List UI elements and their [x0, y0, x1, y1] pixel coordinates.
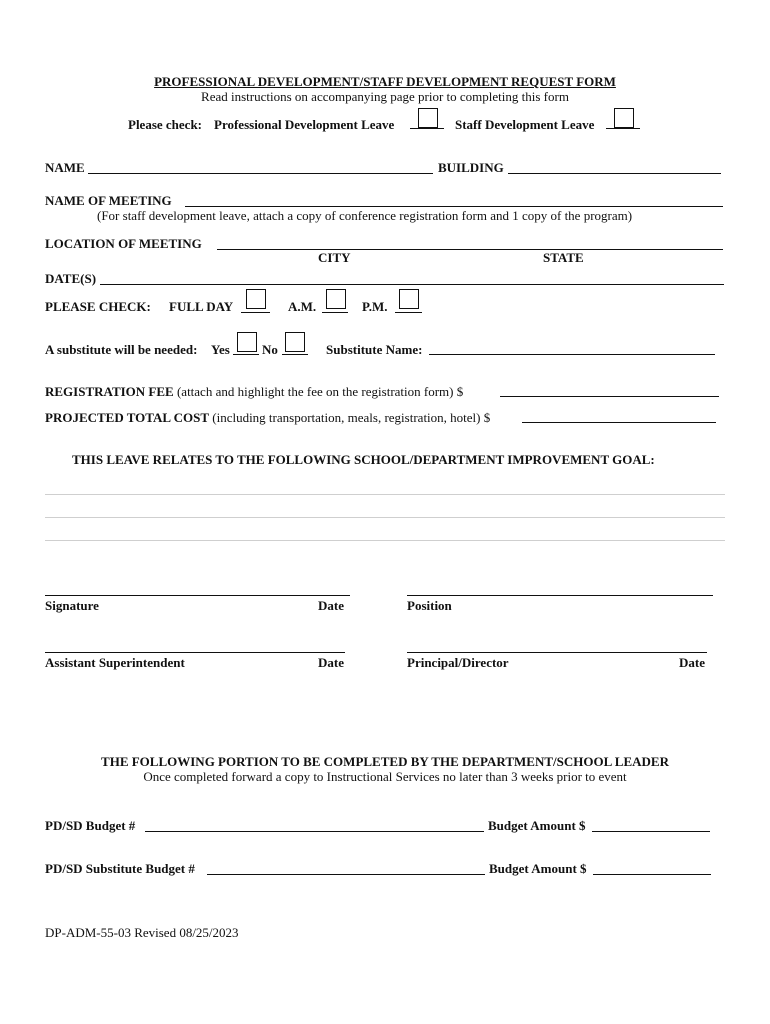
- pd-budget-label: PD/SD Budget #: [45, 818, 136, 833]
- principal-date-label: Date: [679, 655, 705, 670]
- substitute-name-label: Substitute Name:: [326, 342, 423, 357]
- signature-date-label: Date: [318, 598, 344, 613]
- no-checkbox[interactable]: [285, 332, 305, 352]
- asst-super-line[interactable]: [45, 652, 345, 653]
- please-check-label: Please check:: [128, 117, 203, 132]
- dates-label: DATE(S): [45, 271, 97, 286]
- position-line[interactable]: [407, 595, 713, 596]
- form-instructions: Read instructions on accompanying page prior to completing this form: [201, 89, 569, 104]
- please-check-time-label: PLEASE CHECK:: [45, 299, 151, 314]
- signature-line[interactable]: [45, 595, 350, 596]
- registration-fee-field[interactable]: [500, 396, 719, 397]
- pd-leave-underline: [410, 128, 444, 129]
- registration-fee-label: REGISTRATION FEE: [45, 384, 174, 399]
- leader-note: Once completed forward a copy to Instructional Services no later than 3 weeks prior to event: [143, 769, 627, 784]
- pm-checkbox[interactable]: [399, 289, 419, 309]
- yes-underline: [233, 354, 259, 355]
- sub-budget-field[interactable]: [207, 874, 485, 875]
- pm-underline: [395, 312, 422, 313]
- yes-checkbox[interactable]: [237, 332, 257, 352]
- location-label: LOCATION OF MEETING: [45, 236, 202, 251]
- goal-line-2[interactable]: [45, 517, 725, 518]
- state-label: STATE: [543, 250, 584, 265]
- budget-amount2-label: Budget Amount $: [489, 861, 587, 876]
- projected-cost-field[interactable]: [522, 422, 716, 423]
- pm-label: P.M.: [362, 299, 388, 314]
- leader-heading: THE FOLLOWING PORTION TO BE COMPLETED BY THE DEPARTMENT/SCHOOL LEADER: [101, 754, 669, 769]
- goal-heading: THIS LEAVE RELATES TO THE FOLLOWING SCHOOL/DEPARTMENT IMPROVEMENT GOAL:: [72, 452, 655, 467]
- meeting-name-field[interactable]: [185, 206, 723, 207]
- signature-label: Signature: [45, 598, 99, 613]
- building-field[interactable]: [508, 173, 721, 174]
- budget-amount-field[interactable]: [592, 831, 710, 832]
- am-label: A.M.: [288, 299, 317, 314]
- sub-budget-label: PD/SD Substitute Budget #: [45, 861, 195, 876]
- am-underline: [322, 312, 348, 313]
- yes-label: Yes: [211, 342, 230, 357]
- name-field[interactable]: [88, 173, 433, 174]
- dates-field[interactable]: [100, 284, 724, 285]
- full-day-underline: [241, 312, 270, 313]
- principal-label: Principal/Director: [407, 655, 509, 670]
- registration-fee-note: (attach and highlight the fee on the registration form) $: [176, 384, 464, 399]
- sd-leave-underline: [606, 128, 640, 129]
- location-field[interactable]: [217, 249, 723, 250]
- sd-leave-checkbox[interactable]: [614, 108, 634, 128]
- no-label: No: [262, 342, 278, 357]
- form-id: DP-ADM-55-03 Revised 08/25/2023: [45, 925, 239, 940]
- goal-line-3[interactable]: [45, 540, 725, 541]
- meeting-name-label: NAME OF MEETING: [45, 193, 172, 208]
- form-title: PROFESSIONAL DEVELOPMENT/STAFF DEVELOPMENT REQUEST FORM: [154, 74, 616, 89]
- pd-leave-checkbox[interactable]: [418, 108, 438, 128]
- projected-cost-label: PROJECTED TOTAL COST: [45, 410, 209, 425]
- principal-line[interactable]: [407, 652, 707, 653]
- asst-super-date-label: Date: [318, 655, 344, 670]
- meeting-note: (For staff development leave, attach a copy of conference registration form and 1 copy of the program): [97, 208, 633, 223]
- goal-line-1[interactable]: [45, 494, 725, 495]
- asst-super-label: Assistant Superintendent: [45, 655, 185, 670]
- city-label: CITY: [318, 250, 351, 265]
- projected-cost-note: (including transportation, meals, registration, hotel) $: [212, 410, 491, 425]
- full-day-checkbox[interactable]: [246, 289, 266, 309]
- budget-amount-label: Budget Amount $: [488, 818, 586, 833]
- registration-fee-row: [45, 384, 463, 400]
- budget-amount2-field[interactable]: [593, 874, 711, 875]
- building-label: BUILDING: [438, 160, 504, 175]
- position-label: Position: [407, 598, 452, 613]
- pd-budget-field[interactable]: [145, 831, 484, 832]
- substitute-name-field[interactable]: [429, 354, 715, 355]
- pd-leave-label: Professional Development Leave: [214, 117, 395, 132]
- name-label: NAME: [45, 160, 85, 175]
- sd-leave-label: Staff Development Leave: [455, 117, 595, 132]
- am-checkbox[interactable]: [326, 289, 346, 309]
- substitute-needed-label: A substitute will be needed:: [45, 342, 198, 357]
- full-day-label: FULL DAY: [169, 299, 234, 314]
- projected-cost-row: [45, 410, 490, 426]
- no-underline: [282, 354, 308, 355]
